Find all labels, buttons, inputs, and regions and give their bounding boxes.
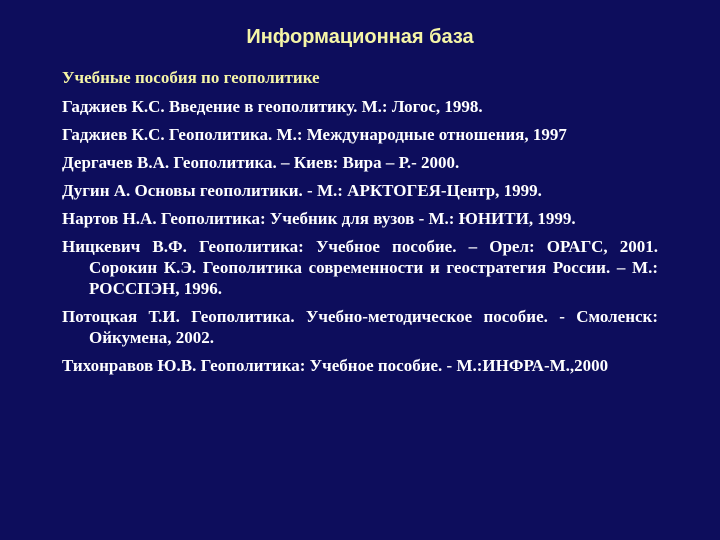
bibliography-entry: Ницкевич В.Ф. Геополитика: Учебное пособие. – Орел: ОРАГС, 2001. Сорокин К.Э. Геополитика современности и геостратегия России. – М.: РОССПЭН, 1996. [62,237,658,298]
bibliography-entry: Гаджиев К.С. Введение в геополитику. М.: Логос, 1998. [62,97,483,116]
bibliography-entry: Тихонравов Ю.В. Геополитика: Учебное пособие. - М.:ИНФРА-М.,2000 [62,356,609,375]
slide-title: Информационная база [246,26,474,48]
bibliography-entry: Дергачев В.А. Геополитика. – Киев: Вира – Р.- 2000. [62,153,460,172]
bibliography-entry: Нартов Н.А. Геополитика: Учебник для вузов - М.: ЮНИТИ, 1999. [62,209,576,228]
bibliography-entry: Гаджиев К.С. Геополитика. М.: Международные отношения, 1997 [62,125,567,144]
section-subtitle: Учебные пособия по геополитике [62,68,320,87]
bibliography-entry: Дугин А. Основы геополитики. - М.: АРКТОГЕЯ-Центр, 1999. [62,181,542,200]
bibliography-entry: Потоцкая Т.И. Геополитика. Учебно-методическое пособие. - Смоленск: Ойкумена, 2002. [62,307,658,347]
slide-content [62,68,658,383]
